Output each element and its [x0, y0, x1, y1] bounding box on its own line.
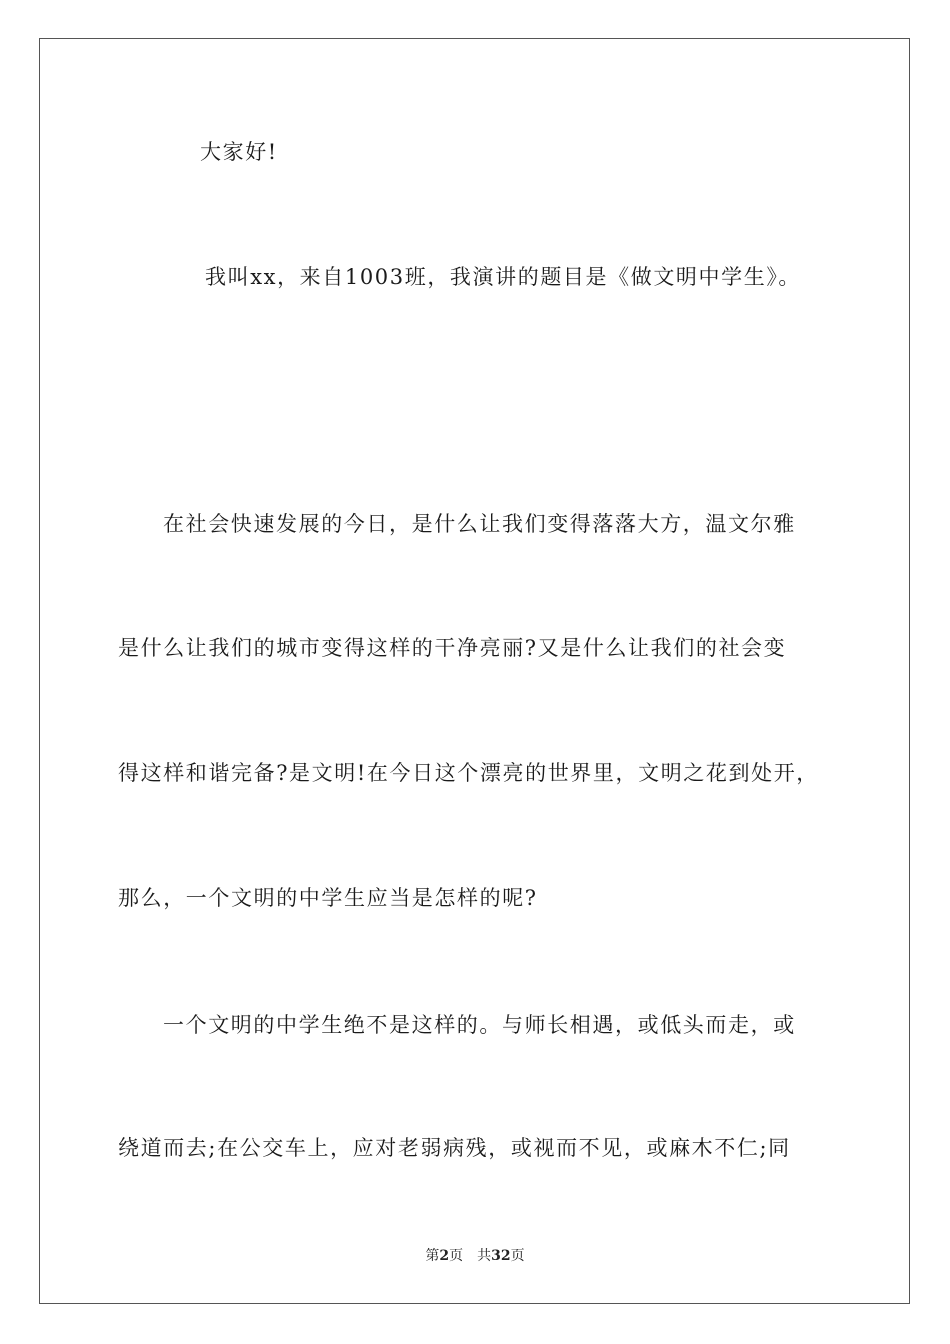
paragraph-1-line-3: 得这样和谐完备?是文明!在今日这个漂亮的世界里，文明之花到处开， — [118, 761, 819, 785]
paragraph-1-line-4: 那么，一个文明的中学生应当是怎样的呢? — [118, 886, 538, 910]
greeting-line: 大家好! — [200, 140, 278, 164]
intro-line: 我叫xx，来自1003班，我演讲的题目是《做文明中学生》。 — [205, 265, 802, 289]
page-prefix: 第 — [425, 1248, 440, 1264]
paragraph-1-line-1: 在社会快速发展的今日，是什么让我们变得落落大方，温文尔雅 — [163, 512, 796, 536]
page-suffix: 页 — [449, 1248, 464, 1264]
paragraph-1-line-2: 是什么让我们的城市变得这样的干净亮丽?又是什么让我们的社会变 — [118, 636, 787, 660]
total-suffix: 页 — [510, 1248, 525, 1264]
page-frame — [39, 38, 910, 1304]
paragraph-2-line-2: 绕道而去;在公交车上，应对老弱病残，或视而不见，或麻木不仁;同 — [118, 1136, 791, 1160]
total-prefix: 共 — [477, 1248, 492, 1264]
page-footer — [0, 1246, 950, 1266]
total-pages: 32 — [491, 1248, 511, 1264]
paragraph-2-line-1: 一个文明的中学生绝不是这样的。与师长相遇，或低头而走，或 — [163, 1013, 796, 1037]
page-number: 2 — [439, 1248, 450, 1264]
